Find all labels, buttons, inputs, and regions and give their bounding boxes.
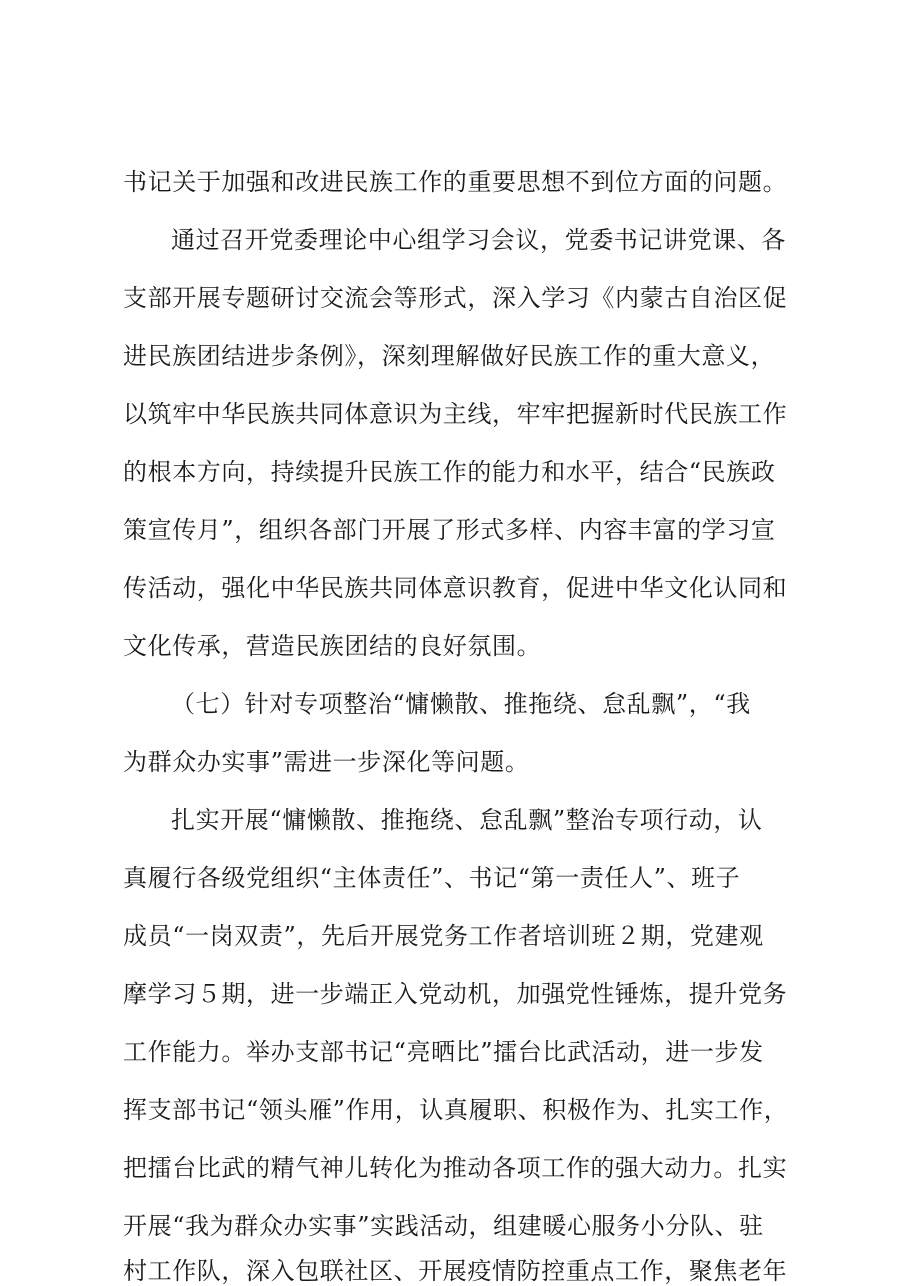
text-line-9: 文化传承，营造民族团结的良好氛围。 [123,632,542,660]
text-line-6: 的根本方向，持续提升民族工作的能力和水平，结合“民族政 [123,458,776,486]
text-line-5: 以筑牢中华民族共同体意识为主线，牢牢把握新时代民族工作 [123,400,788,428]
text-line-11: 真履行各级党组织“主体责任”、书记“第一责任人”、班子 [123,864,741,892]
text-line-13: 摩学习５期，进一步端正入党动机，加强党性锤炼，提升党务 [123,980,788,1008]
text-line-12: 成员“一岗双责”，先后开展党务工作者培训班２期，党建观 [123,922,764,950]
text-line-2: 通过召开党委理论中心组学习会议，党委书记讲党课、各 [171,226,786,254]
text-line-7: 策宣传月”，组织各部门开展了形式多样、内容丰富的学习宣 [123,516,776,544]
text-line-1: 书记关于加强和改进民族工作的重要思想不到位方面的问题。 [123,168,788,196]
text-line-8: 传活动，强化中华民族共同体意识教育，促进中华文化认同和 [123,574,788,602]
text-line-17: 开展“我为群众办实事”实践活动，组建暖心服务小分队、驻 [123,1212,764,1240]
section-heading-line-1: （七）针对专项整治“慵懒散、推拖绕、怠乱飘”，“我 [171,690,751,718]
text-line-16: 把擂台比武的精气神儿转化为推动各项工作的强大动力。扎实 [123,1154,788,1182]
text-line-14: 工作能力。举办支部书记“亮晒比”擂台比武活动，进一步发 [123,1038,764,1066]
text-line-3: 支部开展专题研讨交流会等形式，深入学习《内蒙古自治区促 [123,284,788,312]
text-line-15: 挥支部书记“领头雁”作用，认真履职、积极作为、扎实工作， [123,1096,789,1124]
text-line-4: 进民族团结进步条例》，深刻理解做好民族工作的重大意义， [123,342,776,370]
text-line-18: 村工作队，深入包联社区、开展疫情防控重点工作，聚焦老年 [123,1257,788,1285]
section-heading-line-2: 为群众办实事”需进一步深化等问题。 [123,748,530,776]
text-line-10: 扎实开展“慵懒散、推拖绕、怠乱飘”整治专项行动，认 [171,806,763,834]
